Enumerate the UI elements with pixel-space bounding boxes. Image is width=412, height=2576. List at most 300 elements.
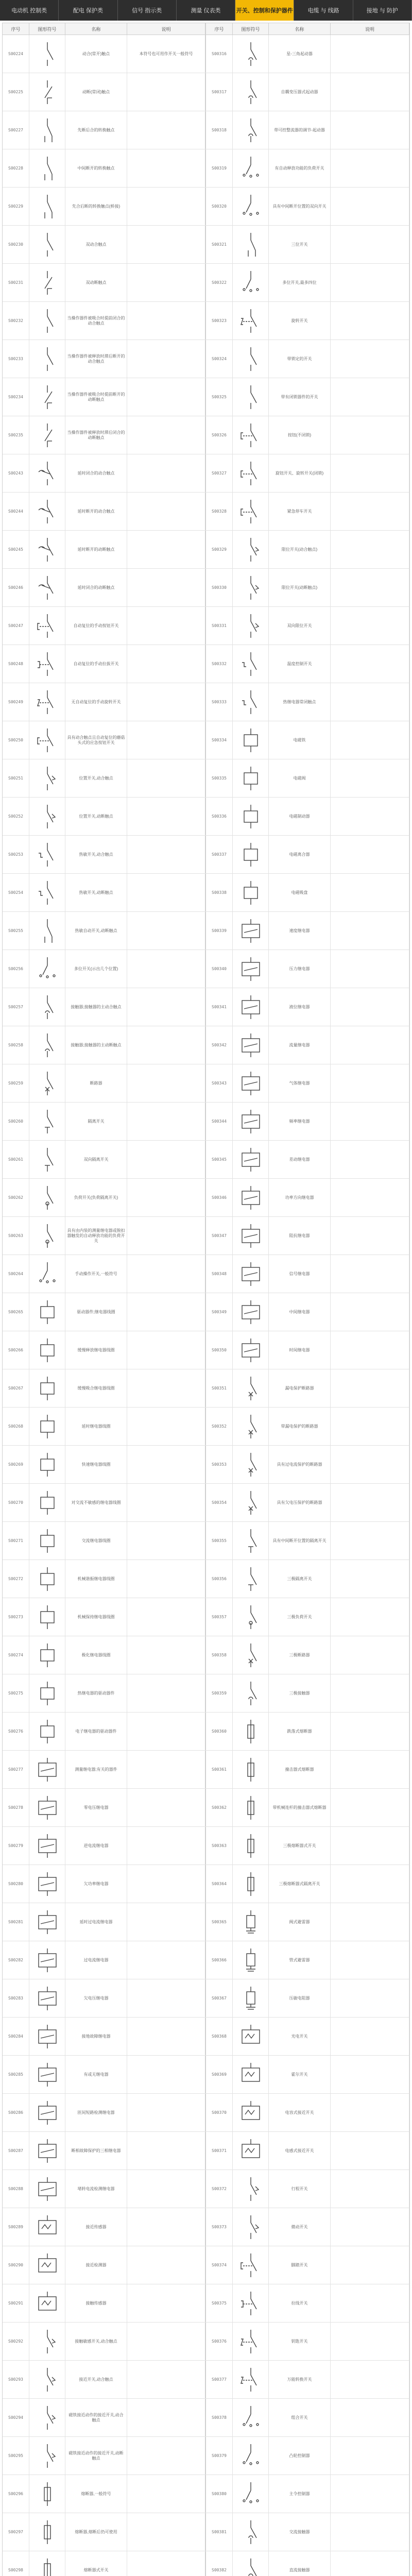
cell-note xyxy=(127,1636,206,1674)
table-row xyxy=(3,1713,409,1751)
tab-0[interactable]: 电动机 控制类 xyxy=(0,0,59,21)
cell-note xyxy=(127,759,206,797)
relay-box-symbol-icon xyxy=(233,1293,269,1331)
cell-code: S00277 xyxy=(3,1751,29,1788)
cell-name: 位置开关,动断触点 xyxy=(65,798,127,835)
table-row xyxy=(3,607,409,645)
cell-code: S00271 xyxy=(3,1522,29,1560)
cell-code: S00327 xyxy=(206,454,233,492)
cell-name: 热敏开关,动合触点 xyxy=(65,836,127,873)
cell-note xyxy=(127,416,206,454)
cell-note xyxy=(331,607,409,645)
cell-note xyxy=(127,874,206,911)
table-row xyxy=(3,531,409,569)
cell-code: S00263 xyxy=(3,1217,29,1255)
cell-name: 三极断路器 xyxy=(269,1636,331,1674)
cell-code: S00292 xyxy=(3,2323,29,2360)
cell-name: 具有由内装的测量继电器或脱扣器触发的自动释放功能的负荷开关 xyxy=(65,1217,127,1255)
table-row xyxy=(3,683,409,721)
cell-note xyxy=(331,1103,409,1140)
cell-name: 延时断开的动断触点 xyxy=(65,531,127,568)
cell-name: 交流接触器 xyxy=(269,2513,331,2551)
cell-note xyxy=(127,1713,206,1750)
cell-code: S00375 xyxy=(206,2284,233,2322)
cell-name: 接触传感器 xyxy=(65,2284,127,2322)
timed-symbol-icon xyxy=(29,569,65,606)
table-row xyxy=(3,1408,409,1446)
tab-5[interactable]: 电缆 与 线路 xyxy=(294,0,353,21)
cell-code: S00254 xyxy=(3,874,29,911)
cell-note xyxy=(331,2551,409,2576)
cell-name: 交流继电器线圈 xyxy=(65,1522,127,1560)
cell-note xyxy=(331,645,409,683)
cell-note xyxy=(127,1979,206,2017)
cell-code: S00322 xyxy=(206,264,233,301)
multi-symbol-icon xyxy=(233,2475,269,2513)
cell-name: 电磁铁 xyxy=(269,721,331,759)
cell-code: S00269 xyxy=(3,1446,29,1483)
cell-name: 缓慢释放继电器线圈 xyxy=(65,1331,127,1369)
cell-note xyxy=(127,1217,206,1255)
limit-symbol-icon xyxy=(29,759,65,797)
cell-note xyxy=(331,2056,409,2093)
limit-symbol-icon xyxy=(29,2361,65,2398)
cell-note xyxy=(331,2399,409,2436)
cell-note xyxy=(127,1941,206,1979)
cell-note xyxy=(331,454,409,492)
temp-symbol-icon xyxy=(233,645,269,683)
coil-symbol-icon xyxy=(233,759,269,797)
cell-name: 动断(常闭)触点 xyxy=(65,73,127,111)
relay-box-symbol-icon xyxy=(29,1903,65,1941)
table-row xyxy=(3,759,409,798)
cell-code: S00283 xyxy=(3,1979,29,2017)
tab-3[interactable]: 测量 仪表类 xyxy=(177,0,235,21)
cell-code: S00324 xyxy=(206,340,233,378)
cell-name: 断路器 xyxy=(65,1064,127,1102)
cell-name: 接触器;接触器的主动断触点 xyxy=(65,1026,127,1064)
cell-code: S00316 xyxy=(206,35,233,73)
cell-note xyxy=(127,378,206,416)
cell-code: S00343 xyxy=(206,1064,233,1102)
table-row xyxy=(3,1446,409,1484)
cell-name: 星-三角起动器 xyxy=(269,35,331,73)
cell-code: S00380 xyxy=(206,2475,233,2513)
sensor-symbol-icon xyxy=(233,2094,269,2131)
cell-name: 多位开关,最多四位 xyxy=(269,264,331,301)
cell-code: S00320 xyxy=(206,188,233,225)
cell-code: S00249 xyxy=(3,683,29,721)
cell-code: S00227 xyxy=(3,111,29,149)
cell-code: S00355 xyxy=(206,1522,233,1560)
contactor-symbol-icon xyxy=(233,73,269,111)
cell-name: 双向隔离开关 xyxy=(65,1141,127,1178)
table-row xyxy=(3,1903,409,1941)
cell-code: S00285 xyxy=(3,2056,29,2093)
cell-code: S00244 xyxy=(3,493,29,530)
table-row xyxy=(3,1369,409,1408)
relay-box-symbol-icon xyxy=(233,1255,269,1293)
multi-symbol-icon xyxy=(233,264,269,301)
limit-symbol-icon xyxy=(29,798,65,835)
table-row xyxy=(3,149,409,188)
cell-note xyxy=(331,1484,409,1521)
cell-name: 热继电器常闭触点 xyxy=(269,683,331,721)
cell-name: 逆电流继电器 xyxy=(65,1827,127,1865)
table-header xyxy=(3,23,409,35)
cell-note xyxy=(331,1408,409,1445)
cell-name: 快速继电器线圈 xyxy=(65,1446,127,1483)
push-symbol-icon xyxy=(29,721,65,759)
cell-name: 带漏电保护的断路器 xyxy=(269,1408,331,1445)
coil-symbol-icon xyxy=(233,836,269,873)
timed-symbol-icon xyxy=(29,531,65,568)
cell-note xyxy=(127,1865,206,1903)
cell-code: S00290 xyxy=(3,2246,29,2284)
contactor-symbol-icon xyxy=(233,2551,269,2576)
cell-note xyxy=(127,1369,206,1407)
cell-note xyxy=(127,1674,206,1712)
cell-name: 跌落式熔断器 xyxy=(269,1713,331,1750)
cell-code: S00246 xyxy=(3,569,29,606)
cell-code: S00286 xyxy=(3,2094,29,2131)
table-row xyxy=(3,721,409,759)
header-symbol: 图形符号 xyxy=(29,23,65,35)
cell-name: 当操作器件被释放时滞后闭合的动断触点 xyxy=(65,416,127,454)
cell-name: 电子继电器的驱动器件 xyxy=(65,1713,127,1750)
coil-symbol-icon xyxy=(29,1331,65,1369)
cell-name: 霍尔开关 xyxy=(269,2056,331,2093)
cell-note xyxy=(331,1636,409,1674)
cell-name: 有或无继电器 xyxy=(65,2056,127,2093)
cell-name: 接触器;接触器的主动合触点 xyxy=(65,988,127,1026)
cell-code: S00319 xyxy=(206,149,233,187)
cell-name: 过电流继电器 xyxy=(65,1941,127,1979)
cell-name: 自动复位的手动拉拔开关 xyxy=(65,645,127,683)
cell-name: 撞击器式熔断器 xyxy=(269,1751,331,1788)
cell-name: 压力继电器 xyxy=(269,950,331,988)
cell-code: S00328 xyxy=(206,493,233,530)
timed-symbol-icon xyxy=(29,493,65,530)
cell-name: 光电开关 xyxy=(269,2018,331,2055)
cell-name: 三极隔离开关 xyxy=(269,1560,331,1598)
cell-note xyxy=(127,721,206,759)
cell-note xyxy=(331,416,409,454)
cell-note xyxy=(127,2475,206,2513)
cell-code: S00361 xyxy=(206,1751,233,1788)
table-row xyxy=(3,950,409,988)
cell-name: 中间继电器 xyxy=(269,1293,331,1331)
cell-name: 具有中间断开位置的隔离开关 xyxy=(269,1522,331,1560)
cell-code: S00261 xyxy=(3,1141,29,1178)
sensor-symbol-icon xyxy=(233,2132,269,2170)
cell-code: S00255 xyxy=(3,912,29,950)
cell-code: S00247 xyxy=(3,607,29,645)
cell-code: S00349 xyxy=(206,1293,233,1331)
cell-name: 延时继电器线圈 xyxy=(65,1408,127,1445)
cell-code: S00325 xyxy=(206,378,233,416)
cell-name: 接地故障继电器 xyxy=(65,2018,127,2055)
table-row xyxy=(3,226,409,264)
table-row xyxy=(3,454,409,493)
rotary-symbol-icon xyxy=(29,683,65,721)
cell-note xyxy=(127,1064,206,1102)
temp-symbol-icon xyxy=(29,874,65,911)
cell-name: 匝间短路检测继电器 xyxy=(65,2094,127,2131)
table-row xyxy=(3,1179,409,1217)
cell-code: S00317 xyxy=(206,73,233,111)
cell-name: 机械保持继电器线圈 xyxy=(65,1598,127,1636)
relay-box-symbol-icon xyxy=(233,1141,269,1178)
cell-name: 具有欠电压保护的断路器 xyxy=(269,1484,331,1521)
cell-name: 欠电压继电器 xyxy=(65,1979,127,2017)
sensor-symbol-icon xyxy=(233,2056,269,2093)
relay-box-symbol-icon xyxy=(233,1217,269,1255)
coil-symbol-icon xyxy=(29,1408,65,1445)
contact-no-symbol-icon xyxy=(29,226,65,263)
contact-no-symbol-icon xyxy=(29,302,65,340)
cell-name: 接触敏感开关,动合触点 xyxy=(65,2323,127,2360)
cell-note xyxy=(331,1674,409,1712)
table-row xyxy=(3,1217,409,1255)
cell-note xyxy=(127,607,206,645)
relay-box-symbol-icon xyxy=(233,1179,269,1216)
cell-note xyxy=(127,1522,206,1560)
cell-code: S00228 xyxy=(3,149,29,187)
cell-code: S00282 xyxy=(3,1941,29,1979)
cell-note xyxy=(127,2361,206,2398)
cell-name: 欠功率继电器 xyxy=(65,1865,127,1903)
breaker-symbol-icon xyxy=(233,1636,269,1674)
push-symbol-icon xyxy=(233,454,269,492)
cell-name: 三极负荷开关 xyxy=(269,1598,331,1636)
cell-name: 阻抗继电器 xyxy=(269,1217,331,1255)
cell-code: S00369 xyxy=(206,2056,233,2093)
cell-code: S00359 xyxy=(206,1674,233,1712)
relay-box-symbol-icon xyxy=(29,1941,65,1979)
limit-symbol-icon xyxy=(29,2323,65,2360)
cell-name: 电容式接近开关 xyxy=(269,2094,331,2131)
cell-note xyxy=(127,493,206,530)
table-row xyxy=(3,2323,409,2361)
cell-name: 手动操作开关,一般符号 xyxy=(65,1255,127,1293)
push-symbol-icon xyxy=(233,493,269,530)
cell-name: 热继电器的驱动器件 xyxy=(65,1674,127,1712)
cell-note xyxy=(127,2284,206,2322)
tab-1[interactable]: 配电 保护类 xyxy=(59,0,117,21)
cell-note xyxy=(127,531,206,568)
cell-code: S00225 xyxy=(3,73,29,111)
cell-name: 三位开关 xyxy=(269,226,331,263)
cell-note xyxy=(331,1446,409,1483)
cell-code: S00250 xyxy=(3,721,29,759)
cell-name: 主令控制器 xyxy=(269,2475,331,2513)
cell-code: S00344 xyxy=(206,1103,233,1140)
cell-code: S00234 xyxy=(3,378,29,416)
limit-symbol-icon xyxy=(233,531,269,568)
multi-symbol-icon xyxy=(233,188,269,225)
cell-code: S00346 xyxy=(206,1179,233,1216)
relay-box-symbol-icon xyxy=(29,1865,65,1903)
coil-symbol-icon xyxy=(29,1446,65,1483)
cell-name: 电磁吸盘 xyxy=(269,874,331,911)
cell-code: S00256 xyxy=(3,950,29,988)
cell-name: 三极熔断器式隔离开关 xyxy=(269,1865,331,1903)
relay-box-symbol-icon xyxy=(233,988,269,1026)
cell-name: 限位开关(动合触点) xyxy=(269,531,331,568)
cell-note xyxy=(127,149,206,187)
cell-name: 双动断触点 xyxy=(65,264,127,301)
cell-note xyxy=(331,264,409,301)
cell-name: 拉线开关 xyxy=(269,2284,331,2322)
cell-name: 差动继电器 xyxy=(269,1141,331,1178)
cell-code: S00368 xyxy=(206,2018,233,2055)
cell-code: S00253 xyxy=(3,836,29,873)
cell-note xyxy=(127,454,206,492)
changeover-symbol-icon xyxy=(29,912,65,950)
contactor-symbol-icon xyxy=(233,111,269,149)
cell-code: S00258 xyxy=(3,1026,29,1064)
table-row xyxy=(3,1865,409,1903)
table-row xyxy=(3,264,409,302)
table-row xyxy=(3,2056,409,2094)
breaker-symbol-icon xyxy=(29,1064,65,1102)
cell-name: 熔断器,一般符号 xyxy=(65,2475,127,2513)
coil-symbol-icon xyxy=(29,1674,65,1712)
limit-symbol-icon xyxy=(233,607,269,645)
cell-note xyxy=(331,2094,409,2131)
cell-name: 电感式接近开关 xyxy=(269,2132,331,2170)
cell-code: S00358 xyxy=(206,1636,233,1674)
cell-code: S00295 xyxy=(3,2437,29,2475)
cell-note xyxy=(127,1789,206,1826)
cell-note xyxy=(331,493,409,530)
limit-symbol-icon xyxy=(233,2208,269,2246)
pull-symbol-icon xyxy=(233,2284,269,2322)
table-row xyxy=(3,1064,409,1103)
cell-name: 动合(常开)触点 xyxy=(65,35,127,73)
cell-note xyxy=(331,1979,409,2017)
cell-code: S00233 xyxy=(3,340,29,378)
cell-code: S00294 xyxy=(3,2399,29,2436)
cell-note xyxy=(331,988,409,1026)
disconnector-symbol-icon xyxy=(233,1560,269,1598)
breaker-symbol-icon xyxy=(233,1446,269,1483)
tab-2[interactable]: 信号 指示类 xyxy=(118,0,177,21)
cell-name: 具有过电流保护的断路器 xyxy=(269,1446,331,1483)
cell-code: S00262 xyxy=(3,1179,29,1216)
contact-nc-symbol-icon xyxy=(29,416,65,454)
cell-code: S00288 xyxy=(3,2170,29,2208)
cell-note xyxy=(127,645,206,683)
cell-note xyxy=(331,149,409,187)
cell-note xyxy=(331,1560,409,1598)
cell-note xyxy=(331,1751,409,1788)
table-row xyxy=(3,1484,409,1522)
limit-symbol-icon xyxy=(233,2170,269,2208)
cell-note xyxy=(331,226,409,263)
coil-symbol-icon xyxy=(29,1293,65,1331)
cell-note xyxy=(331,1369,409,1407)
cell-code: S00381 xyxy=(206,2513,233,2551)
cell-note xyxy=(331,2246,409,2284)
cell-name: 位置开关,动合触点 xyxy=(65,759,127,797)
table-row xyxy=(3,416,409,454)
pull-symbol-icon xyxy=(29,645,65,683)
cell-note xyxy=(331,569,409,606)
sensor-symbol-icon xyxy=(29,2208,65,2246)
cell-code: S00367 xyxy=(206,1979,233,2017)
table-row xyxy=(3,1979,409,2018)
tab-6[interactable]: 接地 与 防护 xyxy=(353,0,412,21)
limit-symbol-icon xyxy=(29,2399,65,2436)
cell-code: S00352 xyxy=(206,1408,233,1445)
cell-note xyxy=(127,798,206,835)
cell-code: S00371 xyxy=(206,2132,233,2170)
cell-note xyxy=(127,1484,206,1521)
header-symbol: 图形符号 xyxy=(233,23,269,35)
table-row xyxy=(3,2018,409,2056)
cell-name: 气体继电器 xyxy=(269,1064,331,1102)
cell-note xyxy=(127,1408,206,1445)
cell-code: S00267 xyxy=(3,1369,29,1407)
cell-note xyxy=(127,2551,206,2576)
cell-name: 电磁离合器 xyxy=(269,836,331,873)
cell-code: S00374 xyxy=(206,2246,233,2284)
cell-name: 驱动器件;继电器线圈 xyxy=(65,1293,127,1331)
cell-note xyxy=(127,302,206,340)
cell-note xyxy=(331,2437,409,2475)
cell-code: S00298 xyxy=(3,2551,29,2576)
cell-note xyxy=(331,950,409,988)
cell-note xyxy=(127,2170,206,2208)
cell-code: S00333 xyxy=(206,683,233,721)
table-row xyxy=(3,1598,409,1636)
cell-note xyxy=(331,111,409,149)
breaker-symbol-icon xyxy=(233,1408,269,1445)
cell-code: S00257 xyxy=(3,988,29,1026)
table-row xyxy=(3,2475,409,2513)
changeover-symbol-icon xyxy=(233,226,269,263)
table-body xyxy=(3,35,409,2576)
contact-no-symbol-icon xyxy=(29,340,65,378)
push-symbol-icon xyxy=(233,416,269,454)
cell-name: 三极接触器 xyxy=(269,1674,331,1712)
cell-note xyxy=(331,1522,409,1560)
fuse-symbol-icon xyxy=(233,1789,269,1826)
cell-note xyxy=(127,1293,206,1331)
cell-code: S00229 xyxy=(3,188,29,225)
cell-note xyxy=(127,226,206,263)
cell-code: S00279 xyxy=(3,1827,29,1865)
cell-name: 电磁阀 xyxy=(269,759,331,797)
cell-name: 流量继电器 xyxy=(269,1026,331,1064)
cell-code: S00339 xyxy=(206,912,233,950)
cell-name: 紧急停车开关 xyxy=(269,493,331,530)
cell-name: 管式避雷器 xyxy=(269,1941,331,1979)
cell-note xyxy=(331,378,409,416)
fuse-symbol-icon xyxy=(233,1751,269,1788)
cell-note xyxy=(331,1217,409,1255)
cell-name: 阀式避雷器 xyxy=(269,1903,331,1941)
cell-name: 无自动复位的手动旋转开关 xyxy=(65,683,127,721)
table-row xyxy=(3,569,409,607)
cell-code: S00336 xyxy=(206,798,233,835)
cell-code: S00338 xyxy=(206,874,233,911)
cell-note xyxy=(127,988,206,1026)
cell-note xyxy=(127,2437,206,2475)
tab-4[interactable]: 开关、控制和保护器件 xyxy=(235,0,294,21)
